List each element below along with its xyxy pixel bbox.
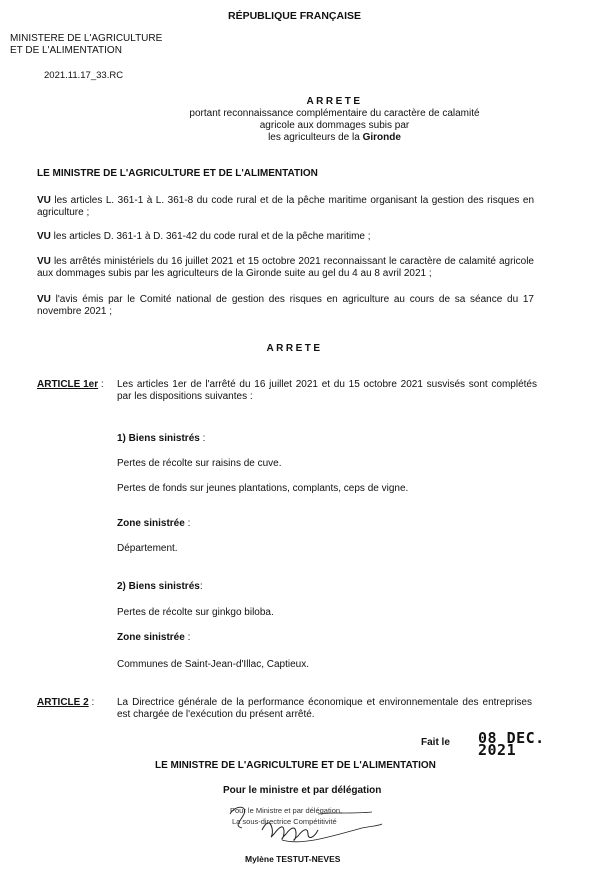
vu-paragraph-2 — [37, 231, 534, 243]
article-2-text: La Directrice générale de la performance économique et environnementale des entreprises est chargée de l'exécution du présent arrêté. — [117, 697, 532, 720]
signature-printed-line-1: Pour le Ministre et par délégation, — [230, 806, 343, 815]
vu-text: les articles L. 361-1 à L. 361-8 du code rural et de la pêche maritime organisant la gestion des risques en agriculture ; — [37, 195, 534, 218]
title-line-3-prefix: les agriculteurs de la — [268, 132, 363, 143]
vu-label: VU — [37, 294, 51, 305]
article-1-text: Les articles 1er de l'arrêté du 16 juillet 2021 et du 15 octobre 2021 susvisés sont complétés par les dispositions suivantes : — [117, 379, 537, 402]
vu-label: VU — [37, 256, 51, 267]
biens-2-label: 2) Biens sinistrés — [117, 581, 200, 592]
zone-1-label: Zone sinistrée — [117, 518, 185, 529]
republic-heading: RÉPUBLIQUE FRANÇAISE — [227, 10, 361, 22]
biens-2-suffix: : — [199, 581, 203, 592]
arrete-heading: ARRETE — [266, 343, 323, 354]
title-line-3 — [0, 132, 589, 144]
vu-paragraph-3 — [37, 256, 534, 280]
vu-text: les articles D. 361-1 à D. 361-42 du code rural et de la pêche maritime ; — [50, 231, 371, 242]
reference-number: 2021.11.17_33.RC — [44, 70, 124, 81]
closing-minister-heading: LE MINISTRE DE L'AGRICULTURE ET DE L'ALIMENTATION — [155, 760, 436, 771]
signer-name: Mylène TESTUT-NEVES — [245, 854, 341, 864]
title-line-1: portant reconnaissance complémentaire du caractère de calamité — [189, 108, 480, 119]
title-department: Gironde — [362, 132, 401, 143]
zone-1-value: Département. — [117, 543, 178, 554]
ministry-line-1: MINISTERE DE L'AGRICULTURE — [10, 33, 163, 44]
vu-label: VU — [37, 231, 51, 242]
date-stamp: 08 DEC. 2021 — [478, 729, 545, 759]
zone-sinistree-2-heading — [117, 632, 190, 644]
zone-1-suffix: : — [184, 518, 191, 529]
zone-sinistree-1-heading — [117, 518, 190, 530]
article-1-label-text: ARTICLE 1er — [37, 379, 99, 390]
handwritten-signature — [222, 800, 392, 852]
biens-1-label: 1) Biens sinistrés — [117, 433, 200, 444]
title-block — [0, 96, 589, 144]
vu-label: VU — [37, 195, 51, 206]
article-2-label-text: ARTICLE 2 — [37, 697, 89, 708]
vu-paragraph-4 — [37, 294, 534, 318]
title-heading: ARRETE — [306, 96, 363, 107]
zone-2-value: Communes de Saint-Jean-d'Illac, Captieux. — [117, 659, 310, 670]
title-line-2: agricole aux dommages subis par — [259, 120, 410, 131]
zone-2-suffix: : — [184, 632, 191, 643]
zone-2-label: Zone sinistrée — [117, 632, 185, 643]
biens-1-item-1: Pertes de récolte sur raisins de cuve. — [117, 458, 282, 469]
fait-le-label: Fait le — [421, 737, 450, 748]
biens-1-item-2: Pertes de fonds sur jeunes plantations, complants, ceps de vigne. — [117, 483, 409, 494]
biens-1-suffix: : — [199, 433, 206, 444]
vu-text: l'avis émis par le Comité national de gestion des risques en agriculture au cours de sa séance du 17 novembre 2021 ; — [37, 294, 534, 317]
vu-paragraph-1 — [37, 195, 534, 219]
article-1-label-suffix: : — [98, 379, 104, 390]
biens-sinistres-1-heading — [117, 433, 205, 445]
article-2-label — [37, 697, 94, 709]
delegation-line: Pour le ministre et par délégation — [223, 785, 382, 796]
biens-sinistres-2-heading — [117, 581, 203, 593]
ministry-line-2: ET DE L'ALIMENTATION — [10, 45, 122, 56]
article-1-label — [37, 379, 104, 391]
signature-printed-line-2: La sous-directrice Compétitivité — [232, 817, 337, 826]
vu-text: les arrêtés ministériels du 16 juillet 2021 et 15 octobre 2021 reconnaissant le caractère de calamité agricole aux dommages subis par les agriculteurs de la Gironde suite au gel du 4 au 8 avril 2021 ; — [37, 256, 534, 279]
biens-2-item-1: Pertes de récolte sur ginkgo biloba. — [117, 607, 274, 618]
minister-heading: LE MINISTRE DE L'AGRICULTURE ET DE L'ALIMENTATION — [37, 168, 318, 179]
article-2-label-suffix: : — [88, 697, 95, 708]
